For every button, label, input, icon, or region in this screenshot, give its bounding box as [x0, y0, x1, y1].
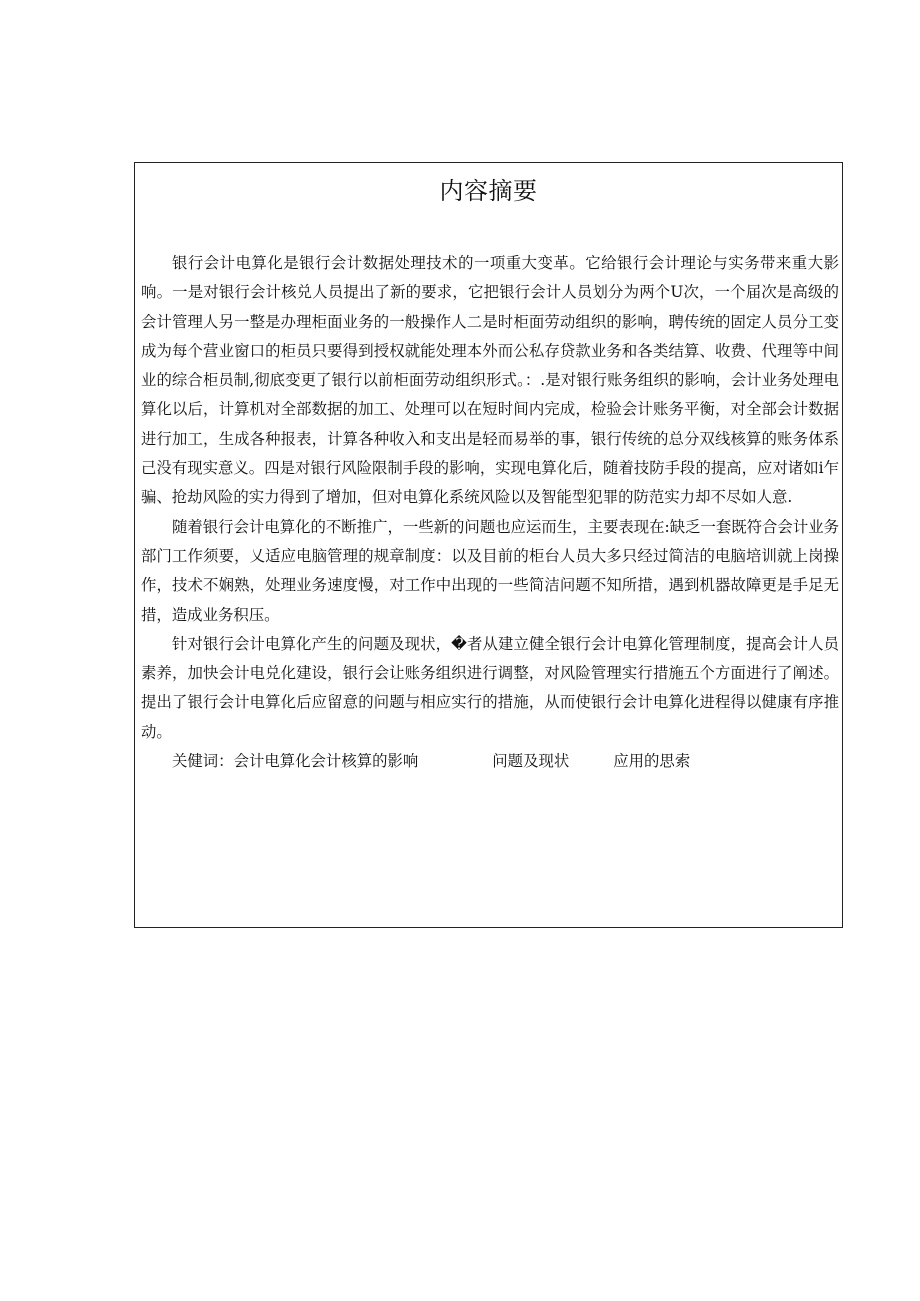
- keyword-item: 问题及现状: [492, 752, 570, 771]
- abstract-body: [141, 249, 839, 776]
- paragraph-3: 针对银行会计电算化产生的问题及现状，�者从建立健全银行会计电算化管理制度，提高会计人员素养，加快会计电兑化建设，银行会让账务组织进行调整，对风险管理实行措施五个方面进行了阐述。提出了银行会计电算化后应留意的问题与相应实行的措施，从而使银行会计电算化进程得以健康有序推动。: [141, 634, 839, 741]
- keyword-item: 应用的思索: [613, 752, 691, 771]
- keywords-line: [141, 747, 839, 776]
- keyword-item: 会计电算化会计核算的影响: [233, 752, 419, 771]
- abstract-box: [134, 162, 843, 928]
- page-title: 内容摘要: [439, 177, 538, 205]
- paragraph-1: 银行会计电算化是银行会计数据处理技术的一项重大变革。它给银行会计理论与实务带来重大影响。一是对银行会计核兑人员提出了新的要求，它把银行会计人员划分为两个U次，一个届次是高级的会计管理人另一整是办理柜面业务的一般操作人二是时柜面劳动组织的影响，聘传统的固定人员分工变成为每个营业窗口的柜员只要得到授权就能处理本外而公私存贷款业务和各类结算、收费、代理等中间业的综合柜员制,彻底变更了银行以前柜面劳动组织形式。：.是对银行账务组织的影响，会计业务处理电算化以后，计算机对全部数据的加工、处理可以在短时间内完成，检验会计账务平衡，对全部会计数据进行加工，生成各种报表，计算各种收入和支出是轻而易举的事，银行传统的总分双线核算的账务体系己没有现实意义。四是对银行风险限制手段的影响，实现电算化后，随着技防手段的提高，应对诸如i乍骗、抢劫风险的实力得到了增加，但对电算化系统风险以及智能型犯罪的防范实力却不尽如人意.: [141, 254, 839, 507]
- keywords-label: 关健词：: [172, 752, 234, 771]
- paragraph-2: 随着银行会计电算化的不断推广，一些新的问题也应运而生，主要表现在:缺乏一套既符合会计业务部门工作须要，乂适应电脑管理的规章制度：以及目前的柜台人员大多只经过简洁的电脑培训就上岗操作，技术不娴熟，处理业务速度慢，对工作中出现的一些简洁问题不知所措，遇到机器故障更是手足无措，造成业务积压。: [141, 517, 839, 624]
